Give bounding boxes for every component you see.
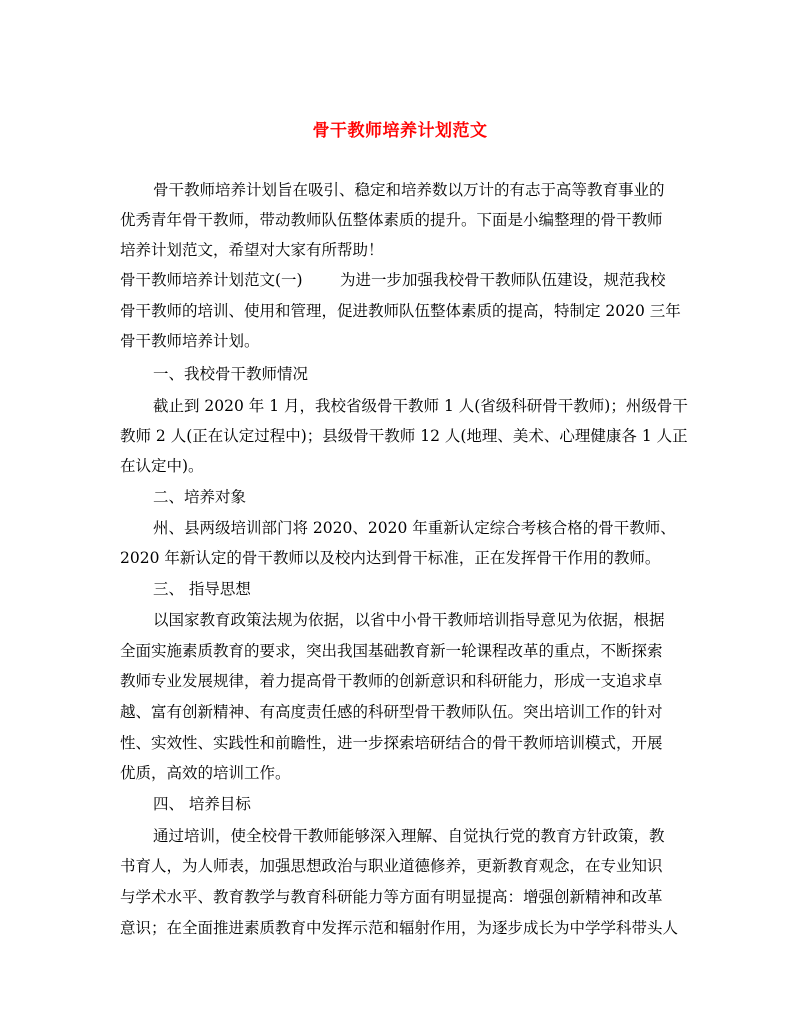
paragraph-line: 骨干教师培养计划旨在吸引、稳定和培养数以万计的有志于高等教育事业的 xyxy=(153,181,665,199)
paragraph-line: 越、富有创新精神、有高度责任感的科研型骨干教师队伍。突出培训工作的针对 xyxy=(120,703,663,721)
paragraph-line: 培养计划范文，希望对大家有所帮助！ xyxy=(120,241,384,259)
section-heading: 四、 培养目标 xyxy=(153,795,251,813)
paragraph-line: 在认定中)。 xyxy=(120,457,204,475)
paragraph-line: 书育人，为人师表，加强思想政治与职业道德修养，更新教育观念，在专业知识 xyxy=(120,857,663,875)
paragraph-line: 教师 2 人(正在认定过程中)；县级骨干教师 12 人(地理、美术、心理健康各 1 人正 xyxy=(120,427,688,445)
paragraph-line: 优秀青年骨干教师，带动教师队伍整体素质的提升。下面是小编整理的骨干教师 xyxy=(120,211,663,229)
paragraph-line: 通过培训，使全校骨干教师能够深入理解、自觉执行党的教育方针政策，教 xyxy=(153,827,665,845)
paragraph-line: 骨干教师培养计划。 xyxy=(120,332,260,350)
paragraph-line: 州、县两级培训部门将 2020、2020 年重新认定综合考核合格的骨干教师、 xyxy=(153,519,676,537)
paragraph-line: 全面实施素质教育的要求，突出我国基础教育新一轮课程改革的重点，不断探索 xyxy=(120,642,663,660)
section-heading: 二、培养对象 xyxy=(153,488,247,506)
paragraph-line: 性、实效性、实践性和前瞻性，进一步探索培研结合的骨干教师培训模式，开展 xyxy=(120,734,663,752)
section-heading: 一、我校骨干教师情况 xyxy=(153,365,309,383)
paragraph-line: 以国家教育政策法规为依据，以省中小骨干教师培训指导意见为依据，根据 xyxy=(153,611,665,629)
section-heading: 三、 指导思想 xyxy=(153,580,251,598)
paragraph-line: 意识；在全面推进素质教育中发挥示范和辐射作用，为逐步成长为中学学科带头人 xyxy=(120,919,679,937)
paragraph-line: 骨干教师的培训、使用和管理，促进教师队伍整体素质的提高，特制定 2020 三年 xyxy=(120,302,681,320)
paragraph-line: 截止到 2020 年 1 月，我校省级骨干教师 1 人(省级科研骨干教师)；州级骨干 xyxy=(153,397,688,415)
section-heading: 骨干教师培养计划范文(一) xyxy=(120,271,303,289)
paragraph-line: 优质，高效的培训工作。 xyxy=(120,764,291,782)
paragraph-line: 2020 年新认定的骨干教师以及校内达到骨干标准，正在发挥骨干作用的教师。 xyxy=(120,549,661,567)
paragraph-line: 教师专业发展规律，着力提高骨干教师的创新意识和科研能力，形成一支追求卓 xyxy=(120,672,663,690)
document-title: 骨干教师培养计划范文 xyxy=(312,121,488,141)
paragraph-line: 为进一步加强我校骨干教师队伍建设，规范我校 xyxy=(340,271,666,289)
paragraph-line: 与学术水平、教育教学与教育科研能力等方面有明显提高：增强创新精神和改革 xyxy=(120,888,663,906)
